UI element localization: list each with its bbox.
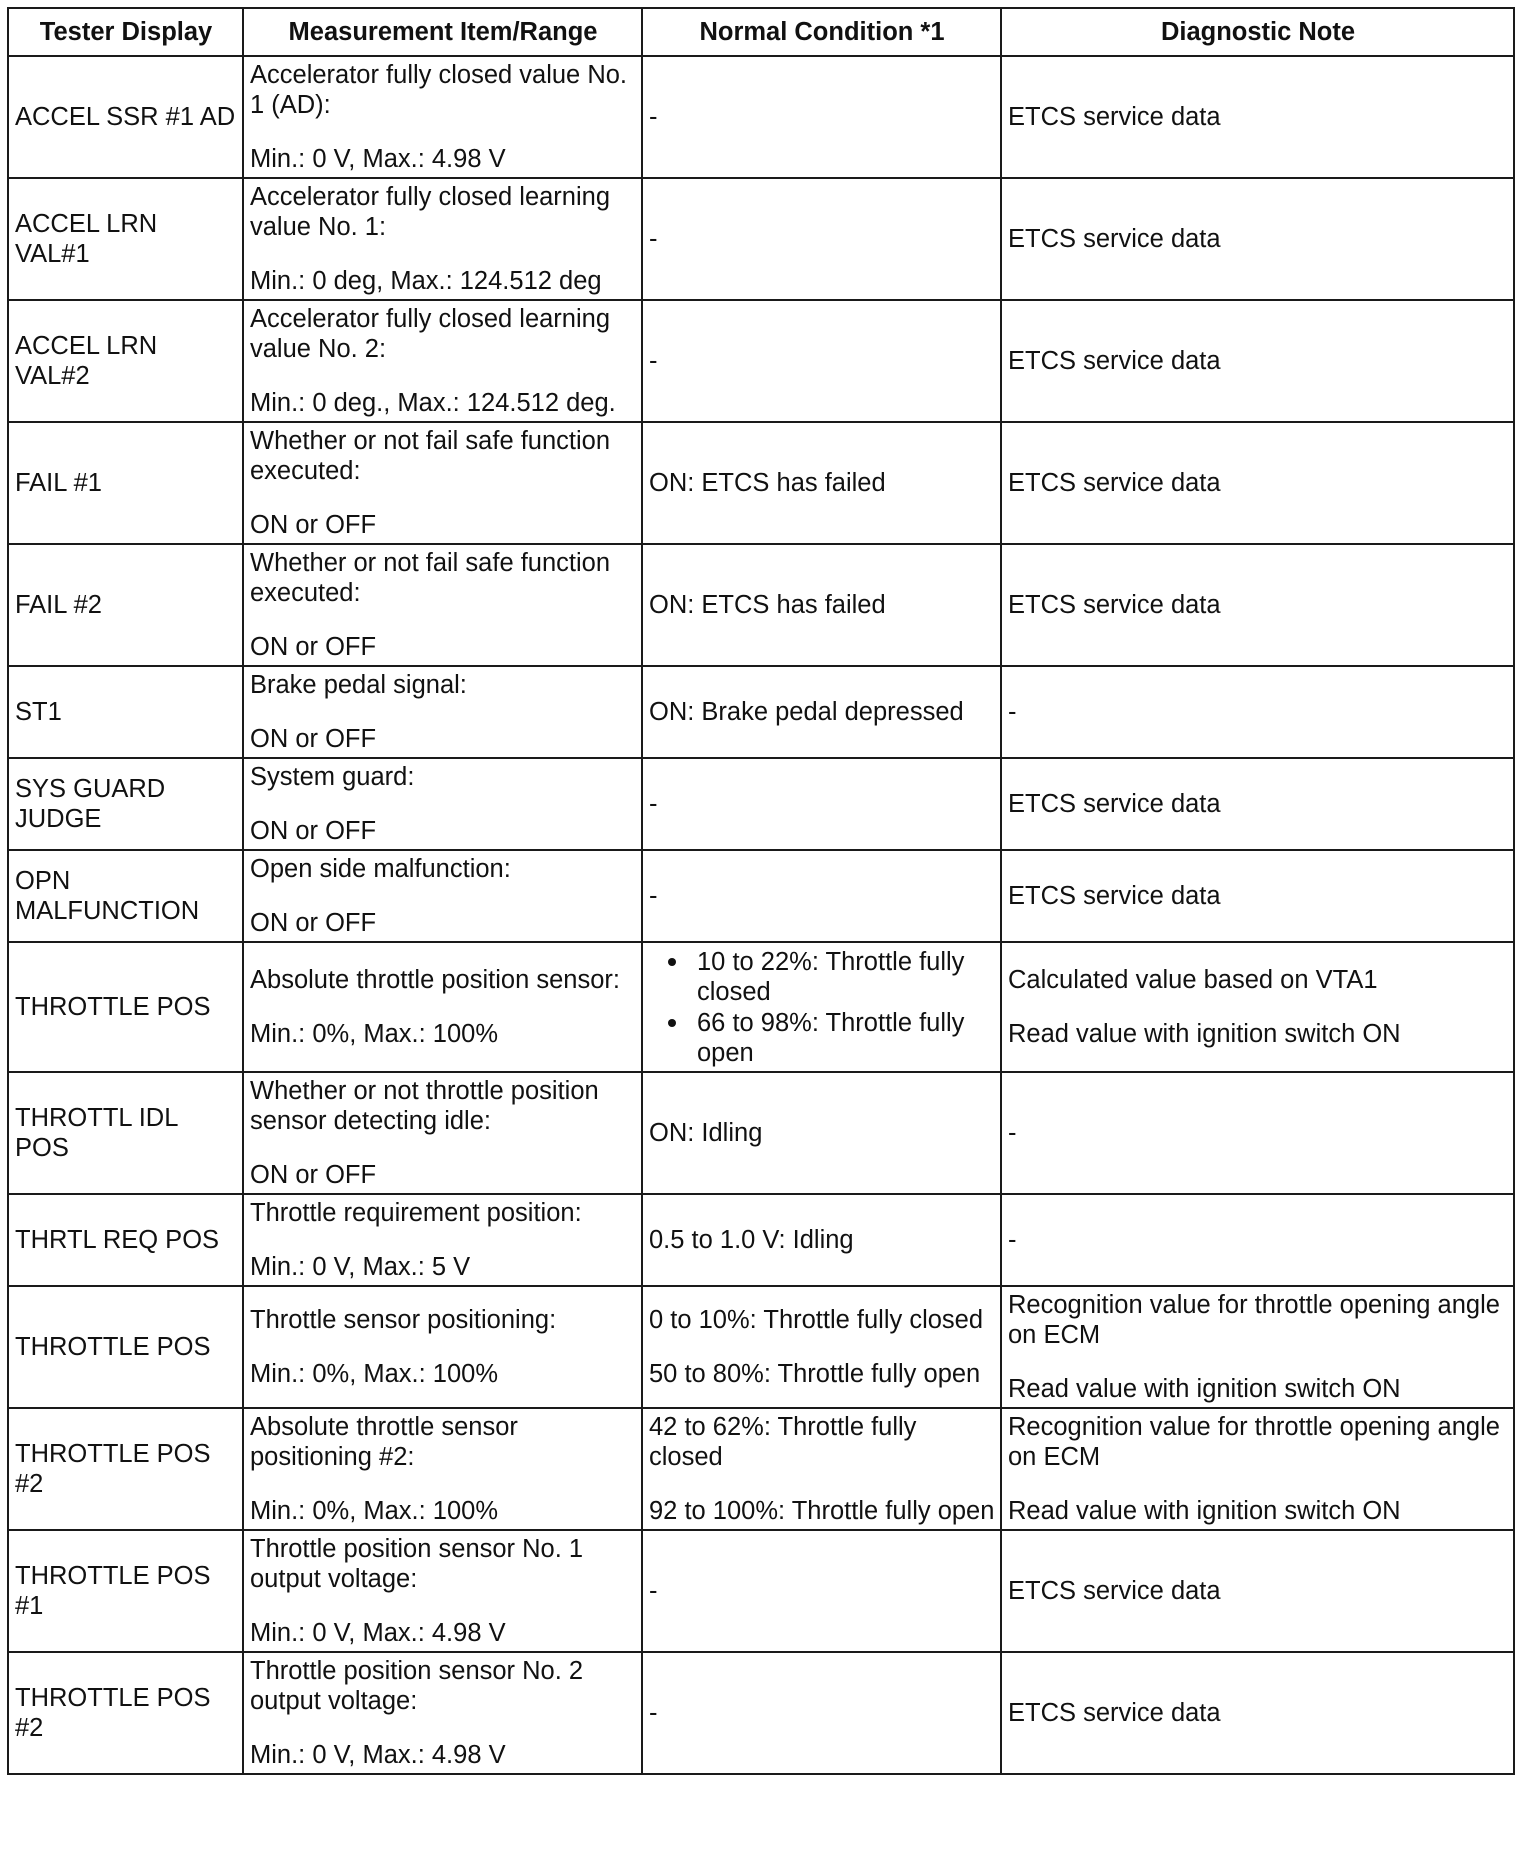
table-row xyxy=(8,56,1514,178)
tester-display-cell: THROTTL IDL POS xyxy=(8,1072,243,1194)
diagnostic-note-cell: ETCS service data xyxy=(1001,544,1514,666)
measurement-cell xyxy=(243,56,642,178)
diagnostic-note-cell: - xyxy=(1001,1072,1514,1194)
tester-display-cell: SYS GUARD JUDGE xyxy=(8,758,243,850)
table-row xyxy=(8,178,1514,300)
diagnostic-note-cell: ETCS service data xyxy=(1001,56,1514,178)
diagnostic-note: Recognition value for throttle opening angle on ECM xyxy=(1008,1291,1500,1349)
diagnostic-note-cell: ETCS service data xyxy=(1001,758,1514,850)
normal-condition-cell: ON: ETCS has failed xyxy=(642,544,1001,666)
tester-display-cell: FAIL #1 xyxy=(8,422,243,544)
diagnostic-note-cell xyxy=(1001,1408,1514,1530)
measurement-cell xyxy=(243,1072,642,1194)
measurement-range: Min.: 0%, Max.: 100% xyxy=(250,1020,499,1048)
diagnostic-note-cell xyxy=(1001,942,1514,1072)
diagnostic-note-cell: - xyxy=(1001,1194,1514,1286)
measurement-cell xyxy=(243,758,642,850)
diagnostic-note-cell: - xyxy=(1001,666,1514,758)
normal-condition-secondary: 50 to 80%: Throttle fully open xyxy=(649,1360,981,1388)
header-measurement-item: Measurement Item/Range xyxy=(243,8,642,56)
measurement-range: ON or OFF xyxy=(250,909,377,937)
measurement-cell xyxy=(243,1286,642,1408)
header-diagnostic-note: Diagnostic Note xyxy=(1001,8,1514,56)
normal-condition-cell: ON: ETCS has failed xyxy=(642,422,1001,544)
tester-display-cell: THROTTLE POS #2 xyxy=(8,1652,243,1774)
measurement-range: Min.: 0%, Max.: 100% xyxy=(250,1360,499,1388)
normal-condition-cell: - xyxy=(642,1652,1001,1774)
measurement-item: Accelerator fully closed learning value No. 2: xyxy=(250,305,611,363)
tester-display-cell: OPN MALFUNCTION xyxy=(8,850,243,942)
normal-condition-cell xyxy=(642,1408,1001,1530)
normal-condition: 42 to 62%: Throttle fully closed xyxy=(649,1413,917,1471)
table-row xyxy=(8,1408,1514,1530)
table-row xyxy=(8,1072,1514,1194)
table-row xyxy=(8,300,1514,422)
diagnostic-note-secondary: Read value with ignition switch ON xyxy=(1008,1020,1401,1048)
list-item: • 10 to 22%: Throttle fully closed xyxy=(691,946,995,1007)
normal-condition-secondary: 92 to 100%: Throttle fully open xyxy=(649,1497,995,1525)
measurement-range: ON or OFF xyxy=(250,511,377,539)
table-row xyxy=(8,1286,1514,1408)
diagnostic-note-cell: ETCS service data xyxy=(1001,1652,1514,1774)
measurement-cell xyxy=(243,1408,642,1530)
measurement-item: Absolute throttle position sensor: xyxy=(250,966,620,994)
table-row xyxy=(8,422,1514,544)
header-normal-condition: Normal Condition *1 xyxy=(642,8,1001,56)
diagnostic-note-secondary: Read value with ignition switch ON xyxy=(1008,1375,1401,1403)
measurement-item: Throttle position sensor No. 2 output voltage: xyxy=(250,1657,584,1715)
normal-condition-cell: ON: Brake pedal depressed xyxy=(642,666,1001,758)
measurement-range: Min.: 0 V, Max.: 4.98 V xyxy=(250,145,506,173)
normal-condition-cell: ON: Idling xyxy=(642,1072,1001,1194)
measurement-item: Throttle sensor positioning: xyxy=(250,1306,557,1334)
measurement-cell xyxy=(243,666,642,758)
tester-display-cell: THROTTLE POS xyxy=(8,942,243,1072)
table-row xyxy=(8,850,1514,942)
tester-display-cell: THRTL REQ POS xyxy=(8,1194,243,1286)
measurement-cell xyxy=(243,1530,642,1652)
tester-display-cell: THROTTLE POS xyxy=(8,1286,243,1408)
diagnostic-note-cell xyxy=(1001,1286,1514,1408)
tester-display-cell: ACCEL LRN VAL#2 xyxy=(8,300,243,422)
normal-condition-cell: 0.5 to 1.0 V: Idling xyxy=(642,1194,1001,1286)
normal-condition-cell: - xyxy=(642,178,1001,300)
measurement-item: Throttle position sensor No. 1 output voltage: xyxy=(250,1535,584,1593)
diagnostic-note: Calculated value based on VTA1 xyxy=(1008,966,1378,994)
measurement-item: Throttle requirement position: xyxy=(250,1199,582,1227)
measurement-item: Accelerator fully closed learning value No. 1: xyxy=(250,183,611,241)
normal-condition-list xyxy=(649,946,995,1068)
measurement-item: System guard: xyxy=(250,763,415,791)
tester-display-cell: THROTTLE POS #2 xyxy=(8,1408,243,1530)
measurement-cell xyxy=(243,300,642,422)
diagnostic-note-cell: ETCS service data xyxy=(1001,178,1514,300)
measurement-cell xyxy=(243,850,642,942)
tester-display-cell: ACCEL LRN VAL#1 xyxy=(8,178,243,300)
measurement-item: Whether or not fail safe function executed: xyxy=(250,549,611,607)
table-row xyxy=(8,942,1514,1072)
tester-display-cell: ST1 xyxy=(8,666,243,758)
measurement-range: Min.: 0%, Max.: 100% xyxy=(250,1497,499,1525)
measurement-item: Brake pedal signal: xyxy=(250,671,467,699)
list-item: • 66 to 98%: Throttle fully open xyxy=(691,1007,995,1068)
measurement-range: Min.: 0 deg., Max.: 124.512 deg. xyxy=(250,389,616,417)
measurement-cell xyxy=(243,1652,642,1774)
table-row xyxy=(8,758,1514,850)
diagnostic-note-cell: ETCS service data xyxy=(1001,300,1514,422)
table-row xyxy=(8,1652,1514,1774)
measurement-range: ON or OFF xyxy=(250,817,377,845)
measurement-range: Min.: 0 V, Max.: 4.98 V xyxy=(250,1619,506,1647)
diagnostic-data-sheet xyxy=(7,7,1513,1846)
data-list-table xyxy=(7,7,1515,1775)
diagnostic-note: Recognition value for throttle opening angle on ECM xyxy=(1008,1413,1500,1471)
measurement-range: Min.: 0 V, Max.: 5 V xyxy=(250,1253,471,1281)
normal-condition-cell: - xyxy=(642,1530,1001,1652)
diagnostic-note-cell: ETCS service data xyxy=(1001,422,1514,544)
measurement-cell xyxy=(243,942,642,1072)
normal-condition: 0 to 10%: Throttle fully closed xyxy=(649,1306,984,1334)
header-tester-display: Tester Display xyxy=(8,8,243,56)
normal-condition-cell: - xyxy=(642,758,1001,850)
tester-display-cell: THROTTLE POS #1 xyxy=(8,1530,243,1652)
normal-condition-cell xyxy=(642,942,1001,1072)
tester-display-cell: FAIL #2 xyxy=(8,544,243,666)
measurement-range: ON or OFF xyxy=(250,1161,377,1189)
table-row xyxy=(8,666,1514,758)
measurement-cell xyxy=(243,178,642,300)
measurement-range: ON or OFF xyxy=(250,633,377,661)
measurement-item: Whether or not fail safe function executed: xyxy=(250,427,611,485)
diagnostic-note-secondary: Read value with ignition switch ON xyxy=(1008,1497,1401,1525)
table-header-row xyxy=(8,8,1514,56)
table-row xyxy=(8,1194,1514,1286)
table-row xyxy=(8,544,1514,666)
measurement-range: ON or OFF xyxy=(250,725,377,753)
normal-condition-cell xyxy=(642,1286,1001,1408)
measurement-item: Open side malfunction: xyxy=(250,855,511,883)
normal-condition-cell: - xyxy=(642,850,1001,942)
measurement-cell xyxy=(243,544,642,666)
measurement-item: Accelerator fully closed value No. 1 (AD): xyxy=(250,61,628,119)
measurement-range: Min.: 0 V, Max.: 4.98 V xyxy=(250,1741,506,1769)
normal-condition-cell: - xyxy=(642,300,1001,422)
measurement-range: Min.: 0 deg, Max.: 124.512 deg xyxy=(250,267,602,295)
diagnostic-note-cell: ETCS service data xyxy=(1001,850,1514,942)
diagnostic-note-cell: ETCS service data xyxy=(1001,1530,1514,1652)
measurement-cell xyxy=(243,1194,642,1286)
table-row xyxy=(8,1530,1514,1652)
measurement-item: Absolute throttle sensor positioning #2: xyxy=(250,1413,518,1471)
normal-condition-cell: - xyxy=(642,56,1001,178)
measurement-item: Whether or not throttle position sensor detecting idle: xyxy=(250,1077,599,1135)
tester-display-cell: ACCEL SSR #1 AD xyxy=(8,56,243,178)
measurement-cell xyxy=(243,422,642,544)
